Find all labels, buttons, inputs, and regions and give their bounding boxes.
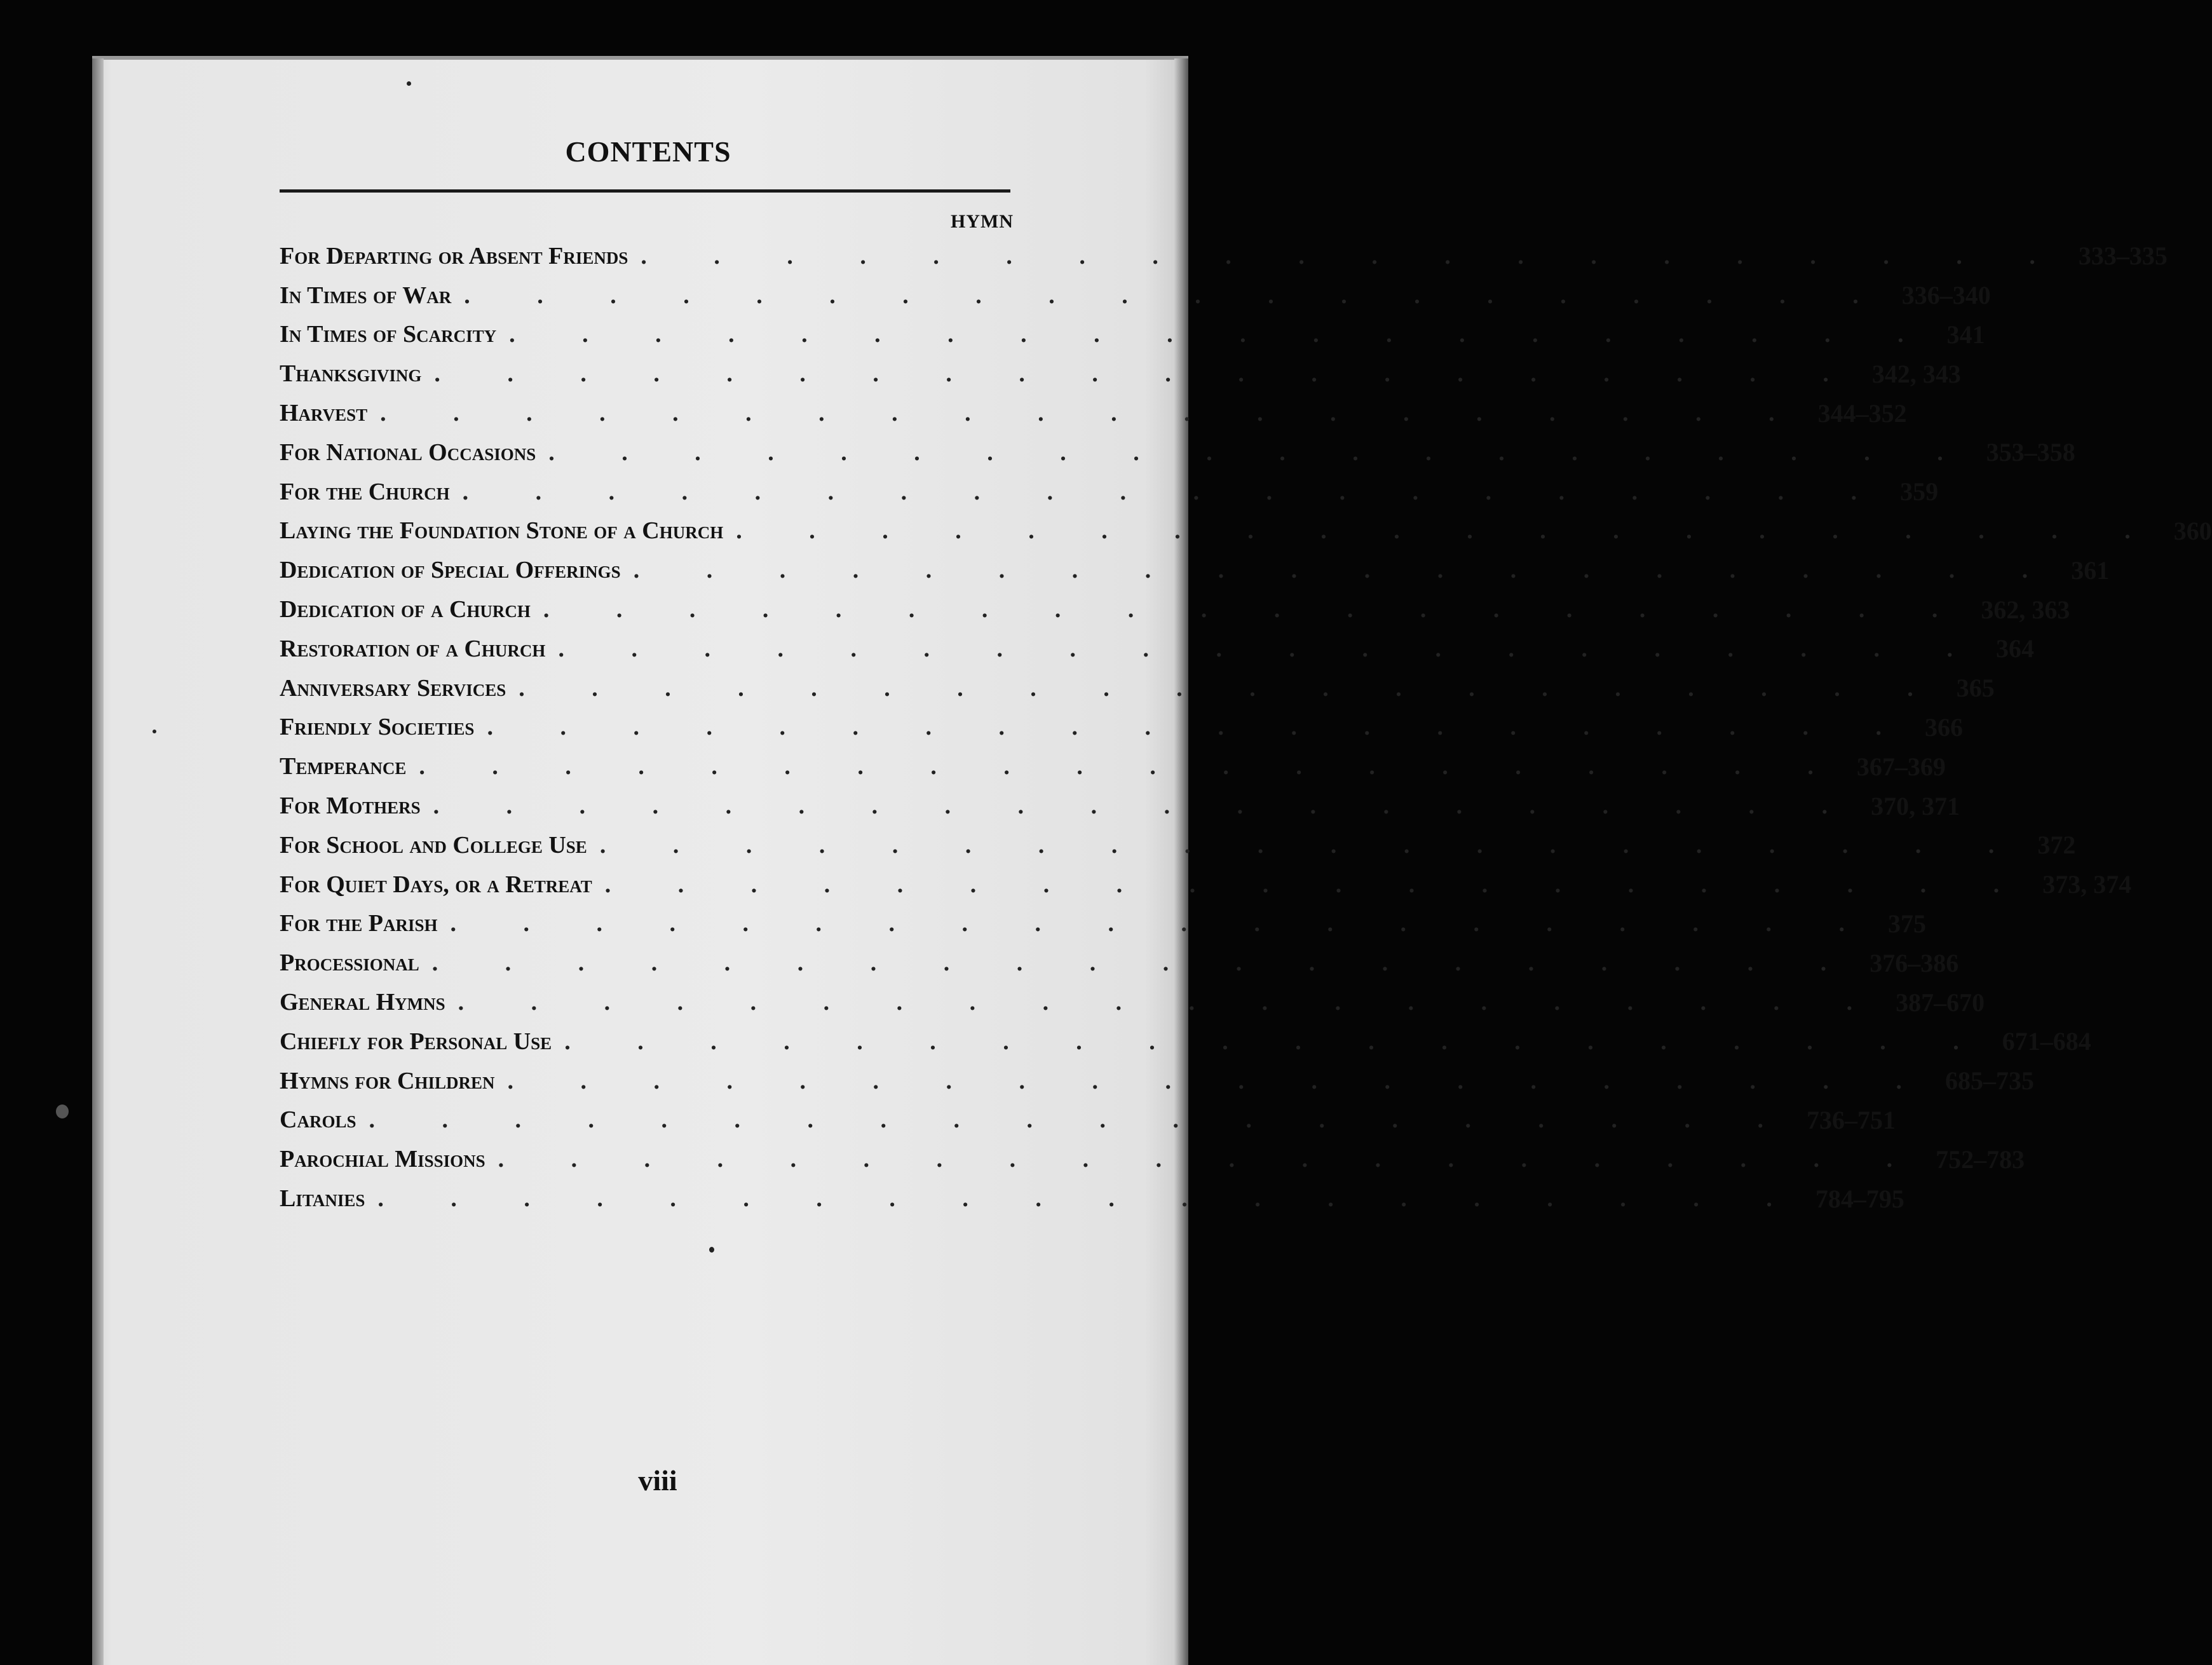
contents-row	[280, 315, 1985, 355]
hymn-numbers: 367–369	[1856, 752, 1946, 781]
hymn-numbers: 671–684	[2002, 1027, 2091, 1056]
dot-leader: . . . . . . . . . . . . . . . . . . . .	[564, 1028, 1990, 1055]
dot-leader: . . . . . . . . . . . . . . . . . . . .	[519, 674, 1944, 702]
hymn-numbers: 685–735	[1945, 1066, 2035, 1096]
contents-row	[280, 708, 1963, 747]
dot-leader: . . . . . . . . . . . . . . . . . . . .	[543, 596, 1969, 623]
ink-speck	[407, 81, 411, 86]
contents-entry-label: Dedication of Special Offerings	[280, 557, 621, 584]
contents-row	[280, 1061, 2035, 1101]
contents-row	[280, 1022, 2091, 1061]
hymn-numbers: 387–670	[1896, 988, 1985, 1017]
contents-entry-label: For the Church	[280, 478, 450, 505]
contents-row	[280, 1139, 2025, 1179]
dot-leader: . . . . . . . . . . . . . . . . . . . .	[509, 321, 1934, 348]
hymn-numbers: 359	[1900, 477, 1939, 506]
binding-gutter	[92, 58, 104, 1665]
dot-leader: . . . . . . . . . . . . . . . . . . . .	[377, 1185, 1803, 1213]
dot-leader: . . . . . . . . . . . . . . . . . . . .	[558, 635, 1983, 662]
hymn-numbers: 370, 371	[1871, 791, 1960, 820]
contents-row	[280, 982, 1985, 1022]
contents-entry-label: Laying the Foundation Stone of a Church	[280, 517, 724, 545]
paper-top-edge	[92, 56, 1188, 60]
dot-leader: . . . . . . . . . . . . . . . . . . . .	[498, 1146, 1924, 1173]
contents-row	[280, 1179, 1904, 1218]
contents-row	[280, 669, 1995, 708]
hymn-numbers: 360	[2173, 516, 2212, 545]
contents-row	[280, 236, 2168, 276]
hymn-numbers: 336–340	[1901, 281, 1991, 310]
dot-leader: . . . . . . . . . . . . . . . . . . . .	[434, 360, 1859, 388]
dot-leader: . . . . . . . . . . . . . . . . . . . .	[599, 831, 2025, 859]
hymn-numbers: 364	[1995, 634, 2034, 663]
dot-leader: . . . . . . . . . . . . . . . . . . . .	[380, 400, 1805, 427]
contents-entry-label: General Hymns	[280, 989, 445, 1016]
dot-leader: . . . . . . . . . . . . . . . . . . . .	[462, 478, 1888, 505]
hymn-numbers: 373, 374	[2042, 870, 2132, 899]
contents-list	[280, 236, 2212, 1218]
contents-entry-label: In Times of Scarcity	[280, 321, 497, 348]
contents-entry-label: Thanksgiving	[280, 360, 422, 388]
contents-entry-label: For Quiet Days, or a Retreat	[280, 871, 592, 898]
dot-leader: . . . . . . . . . . . . . . . . . . . .	[548, 438, 1974, 466]
contents-entry-label: Anniversary Services	[280, 674, 506, 702]
dot-leader: . . . . . . . . . . . . . . . . . . . .	[458, 989, 1883, 1016]
contents-row	[280, 826, 2076, 865]
contents-row	[280, 354, 1961, 393]
contents-row	[280, 943, 1959, 982]
dot-leader: . . . . . . . . . . . . . . . . . . . .	[450, 910, 1875, 937]
contents-row	[280, 865, 2132, 904]
hymn-numbers: 333–335	[2078, 241, 2168, 271]
hymn-numbers: 736–751	[1806, 1105, 1896, 1134]
contents-entry-label: For Mothers	[280, 792, 421, 820]
dot-leader: . . . . . . . . . . . . . . . . . . . .	[464, 282, 1889, 309]
contents-row	[280, 550, 2110, 590]
hymn-numbers: 353–358	[1986, 438, 2075, 467]
hymn-numbers: 344–352	[1817, 398, 1907, 428]
contents-entry-label: Chiefly for Personal Use	[280, 1028, 552, 1055]
contents-entry-label: Carols	[280, 1106, 356, 1134]
contents-row	[280, 276, 1991, 315]
hymn-numbers: 362, 363	[1981, 595, 2070, 624]
page-number: viii	[638, 1464, 677, 1497]
ink-speck	[56, 1104, 69, 1118]
contents-row	[280, 747, 1946, 786]
contents-row	[280, 590, 2070, 629]
contents-row	[280, 904, 1926, 944]
contents-entry-label: Processional	[280, 949, 419, 977]
contents-entry-label: Harvest	[280, 400, 368, 427]
dot-leader: . . . . . . . . . . . . . . . . . . . .	[487, 714, 1912, 741]
hymn-numbers: 366	[1924, 712, 1963, 742]
hymn-numbers: 372	[2037, 831, 2076, 860]
dot-leader: . . . . . . . . . . . . . . . . . . . .	[736, 517, 2161, 545]
dot-leader: . . . . . . . . . . . . . . . . . . . .	[507, 1067, 1933, 1094]
contents-row	[280, 472, 1939, 512]
contents-entry-label: Hymns for Children	[280, 1067, 495, 1094]
contents-entry-label: For Departing or Absent Friends	[280, 242, 628, 269]
page-title: CONTENTS	[565, 135, 731, 168]
contents-entry-label: Litanies	[280, 1185, 365, 1213]
contents-row	[280, 512, 2212, 551]
ink-speck	[709, 1247, 714, 1253]
contents-entry-label: In Times of War	[280, 282, 452, 309]
dot-leader: . . . . . . . . . . . . . . . . . . . .	[431, 949, 1857, 977]
hymn-numbers: 361	[2071, 555, 2110, 585]
hymn-numbers: 365	[1956, 674, 1995, 703]
hymn-column-heading: HYMN	[951, 211, 1014, 232]
hymn-numbers: 342, 343	[1871, 359, 1961, 388]
ink-speck	[153, 730, 156, 733]
dot-leader: . . . . . . . . . . . . . . . . . . . .	[633, 557, 2059, 584]
dot-leader: . . . . . . . . . . . . . . . . . . . .	[419, 753, 1844, 780]
contents-row	[280, 393, 1907, 433]
dot-leader: . . . . . . . . . . . . . . . . . . . .	[433, 792, 1859, 820]
hymn-numbers: 375	[1887, 909, 1926, 938]
title-rule	[280, 189, 1010, 193]
contents-entry-label: Restoration of a Church	[280, 635, 546, 662]
contents-entry-label: Temperance	[280, 753, 407, 780]
contents-entry-label: For National Occasions	[280, 438, 536, 466]
contents-entry-label: For School and College Use	[280, 831, 587, 859]
contents-entry-label: Friendly Societies	[280, 714, 475, 741]
contents-entry-label: Parochial Missions	[280, 1146, 485, 1173]
dot-leader: . . . . . . . . . . . . . . . . . . . .	[604, 871, 2030, 898]
contents-row	[280, 1101, 1896, 1140]
hymn-numbers: 376–386	[1869, 948, 1959, 977]
dot-leader: . . . . . . . . . . . . . . . . . . . .	[369, 1106, 1794, 1134]
contents-row	[280, 433, 2075, 472]
contents-row	[280, 786, 1960, 826]
contents-entry-label: Dedication of a Church	[280, 596, 531, 623]
hymn-numbers: 784–795	[1815, 1184, 1904, 1213]
contents-row	[280, 629, 2034, 669]
dot-leader: . . . . . . . . . . . . . . . . . . . .	[641, 242, 2066, 269]
hymn-numbers: 341	[1946, 320, 1985, 349]
hymn-numbers: 752–783	[1936, 1145, 2025, 1174]
contents-entry-label: For the Parish	[280, 910, 438, 937]
